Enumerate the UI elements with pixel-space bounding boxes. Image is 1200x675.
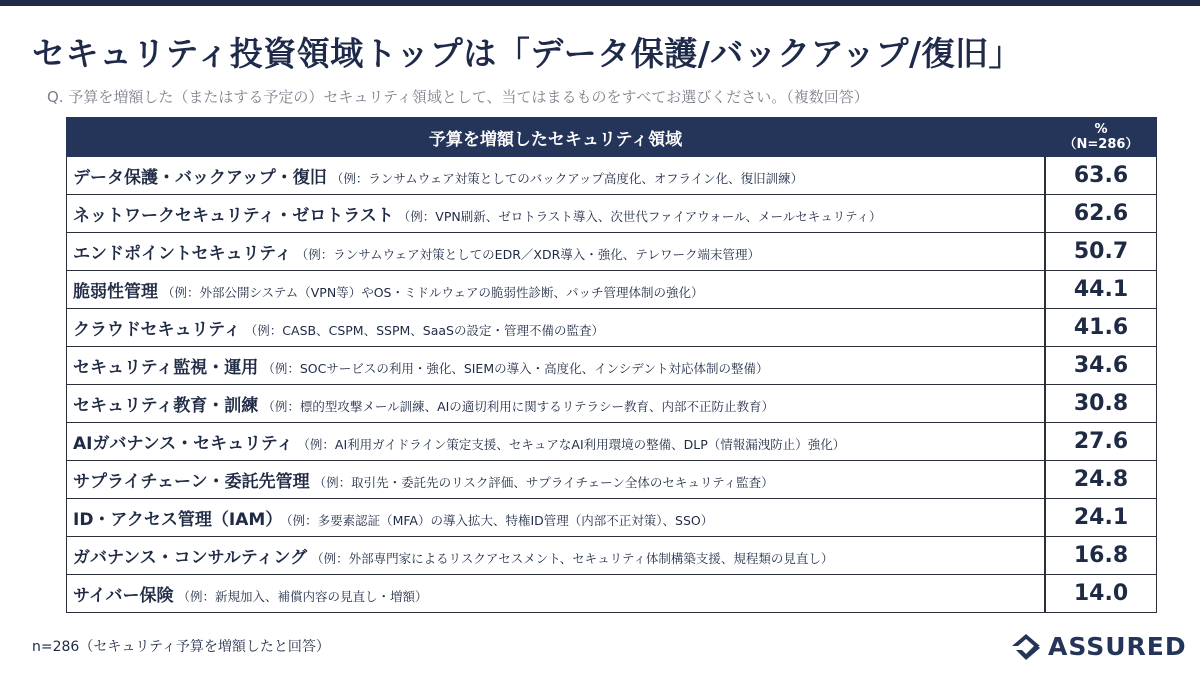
category-example: （例：多要素認証（MFA）の導入拡大、特権ID管理（内部不正対策）、SSO） [286,513,714,528]
row-value: 24.8 [1046,461,1157,499]
header-label: 予算を増額したセキュリティ領域 [67,118,1045,157]
row-value: 16.8 [1046,537,1157,575]
page-title: セキュリティ投資領域トップは「データ保護/バックアップ/復旧」 [32,34,1023,73]
row-value: 44.1 [1046,271,1157,309]
category-name: AIガバナンス・セキュリティ [73,434,294,454]
table-row [67,575,1157,613]
row-value: 14.0 [1046,575,1157,613]
footnote: n=286（セキュリティ予算を増額したと回答） [32,639,330,655]
logo-text: ASSURED [1048,631,1187,661]
category-example: （例：CASB、CSPM、SSPM、SaaSの設定・管理不備の監査） [244,323,604,338]
table-row [67,347,1157,385]
row-label-cell [67,233,1045,271]
row-label-cell [67,157,1045,195]
category-name: データ保護・バックアップ・復旧 [73,168,327,188]
category-example: （例：外部専門家によるリスクアセスメント、セキュリティ体制構築支援、規程類の見直し） [311,551,834,566]
category-example: （例：外部公開システム（VPN等）やOS・ミドルウェアの脆弱性診断、パッチ管理体制の強化） [162,285,704,300]
row-value: 30.8 [1046,385,1157,423]
category-name: ID・アクセス管理（IAM） [73,510,283,530]
table-row [67,385,1157,423]
header-percent [1046,118,1157,157]
table-row [67,233,1157,271]
assured-logo [1010,630,1187,662]
row-value: 62.6 [1046,195,1157,233]
category-example: （例：SOCサービスの利用・強化、SIEMの導入・高度化、インシデント対応体制の整備） [262,361,769,376]
row-label-cell [67,537,1045,575]
table-row [67,461,1157,499]
row-value: 50.7 [1046,233,1157,271]
category-example: （例：ランサムウェア対策としてのバックアップ高度化、オフライン化、復旧訓練） [330,171,804,186]
row-label-cell [67,461,1045,499]
row-label-cell [67,575,1045,613]
row-label-cell [67,385,1045,423]
assured-logo-mark-icon [1010,632,1042,660]
row-value: 27.6 [1046,423,1157,461]
row-value: 41.6 [1046,309,1157,347]
category-name: ネットワークセキュリティ・ゼロトラスト [73,206,394,226]
header-percent-sign: % [1094,122,1108,137]
table-row [67,423,1157,461]
table-row [67,309,1157,347]
category-name: セキュリティ監視・運用 [73,358,259,378]
category-name: サイバー保険 [73,586,174,606]
row-label-cell [67,423,1045,461]
row-value: 34.6 [1046,347,1157,385]
row-label-cell [67,347,1045,385]
row-value: 24.1 [1046,499,1157,537]
category-name: クラウドセキュリティ [73,320,241,340]
category-example: （例：ランサムウェア対策としてのEDR／XDR導入・強化、テレワーク端末管理） [295,247,761,262]
table-row [67,271,1157,309]
table-row [67,157,1157,195]
category-name: 脆弱性管理 [73,282,158,302]
category-name: エンドポイントセキュリティ [73,244,292,264]
category-example: （例：VPN刷新、ゼロトラスト導入、次世代ファイアウォール、メールセキュリティ） [397,209,882,224]
row-label-cell [67,195,1045,233]
category-example: （例：取引先・委託先のリスク評価、サプライチェーン全体のセキュリティ監査） [313,475,774,490]
row-label-cell [67,309,1045,347]
row-label-cell [67,271,1045,309]
row-value: 63.6 [1046,157,1157,195]
category-name: ガバナンス・コンサルティング [73,548,308,568]
table-row [67,537,1157,575]
category-example: （例：AI利用ガイドライン策定支援、セキュアなAI利用環境の整備、DLP（情報漏洩防止）強化） [297,437,846,452]
table-header-row [67,118,1157,157]
category-example: （例：標的型攻撃メール訓練、AIの適切利用に関するリテラシー教育、内部不正防止教育） [262,399,775,414]
row-label-cell [67,499,1045,537]
results-table [66,117,1157,613]
header-sample-size: （N=286） [1063,137,1139,152]
category-name: サプライチェーン・委託先管理 [73,472,310,492]
table-row [67,499,1157,537]
top-accent-bar [0,0,1200,6]
category-name: セキュリティ教育・訓練 [73,396,259,416]
survey-question: Q. 予算を増額した（またはする予定の）セキュリティ領域として、当てはまるものをすべてお選びください。（複数回答） [47,88,869,106]
category-example: （例：新規加入、補償内容の見直し・増額） [177,589,428,604]
table-row [67,195,1157,233]
